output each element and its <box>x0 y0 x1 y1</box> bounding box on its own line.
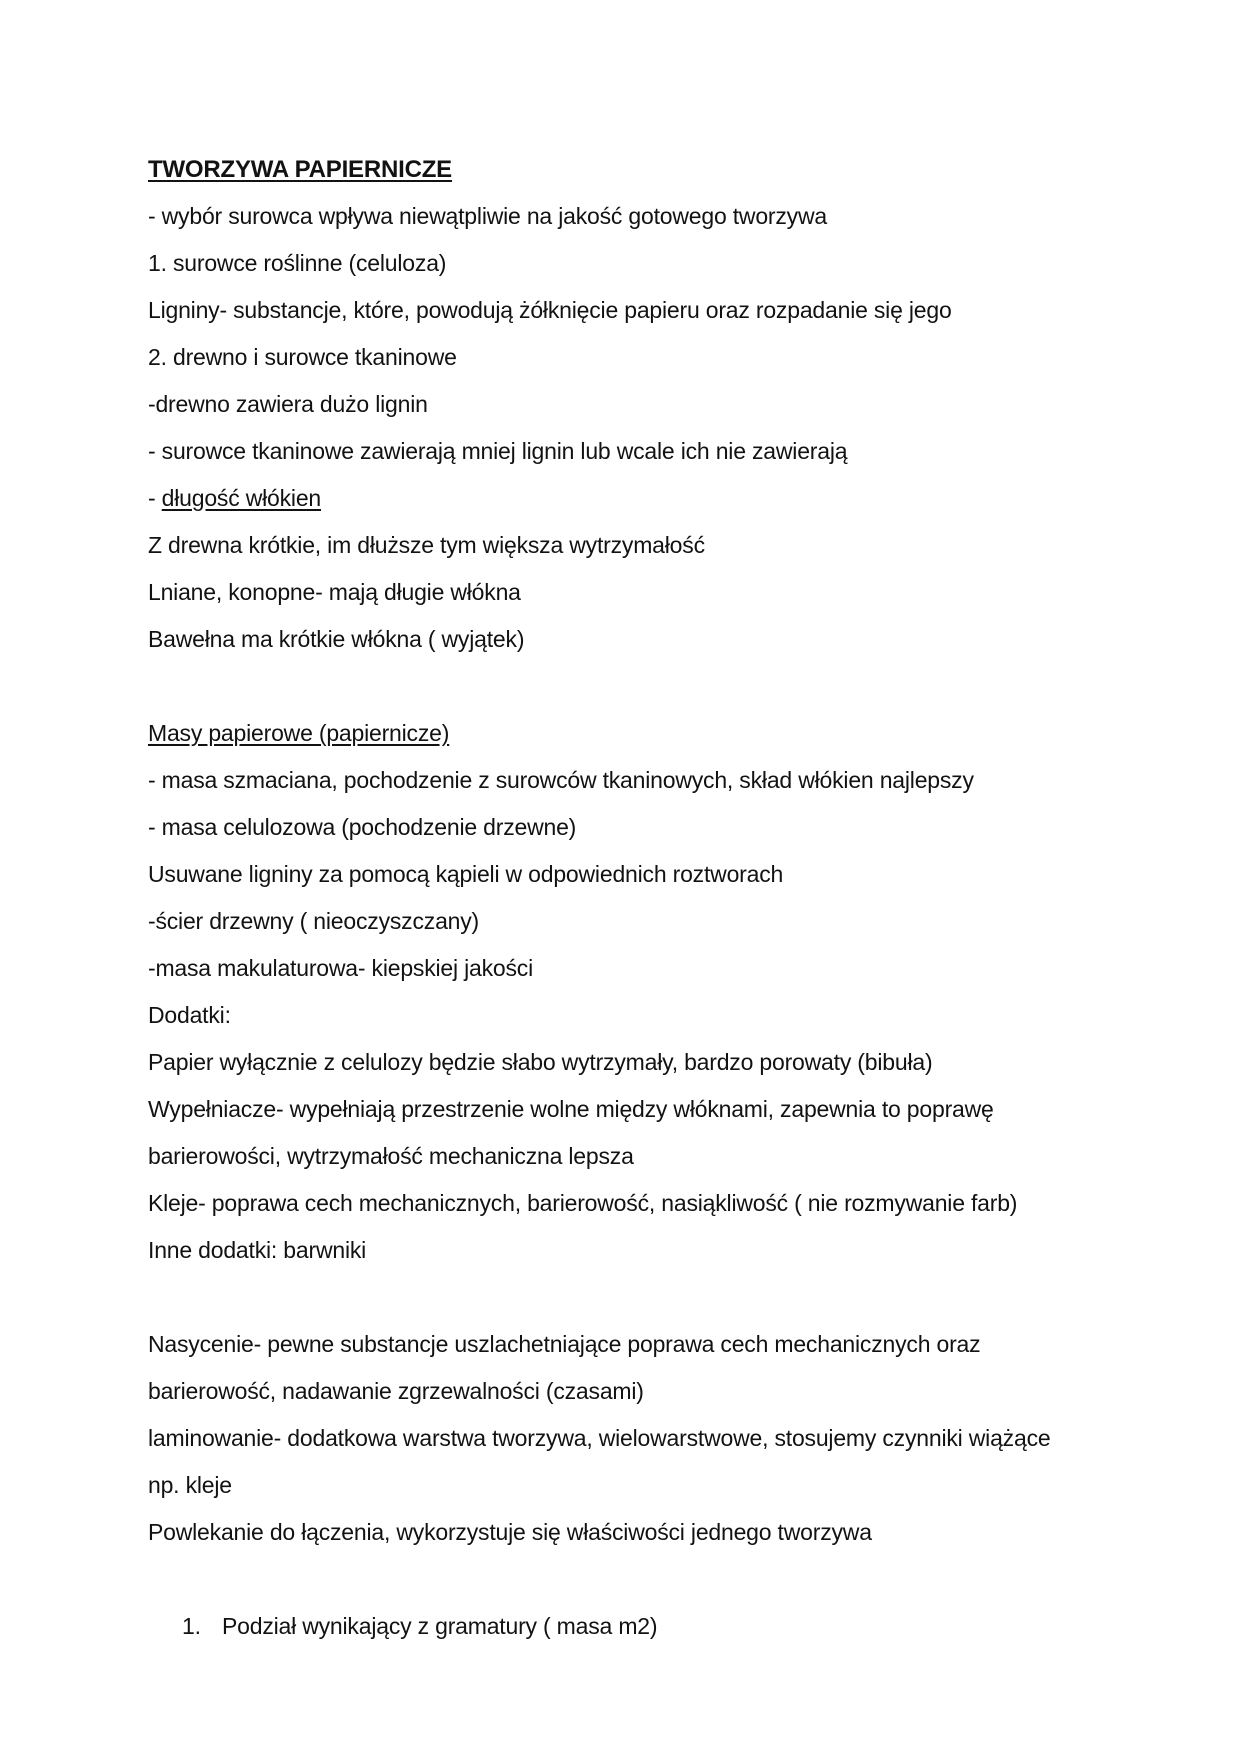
text-line: -ścier drzewny ( nieoczyszczany) <box>148 908 480 934</box>
text-line: Papier wyłącznie z celulozy będzie słabo wytrzymały, bardzo porowaty (bibuła) <box>148 1049 933 1075</box>
text-line: - surowce tkaninowe zawierają mniej lignin lub wcale ich nie zawierają <box>148 438 848 464</box>
document-title: TWORZYWA PAPIERNICZE <box>148 156 452 183</box>
text-line: Wypełniacze- wypełniają przestrzenie wolne między włóknami, zapewnia to poprawę <box>148 1096 994 1122</box>
text-line: 2. drewno i surowce tkaninowe <box>148 344 457 370</box>
text-line: Kleje- poprawa cech mechanicznych, barierowość, nasiąkliwość ( nie rozmywanie farb) <box>148 1190 1018 1216</box>
text-line: 1. surowce roślinne (celuloza) <box>148 250 447 276</box>
text-line: Nasycenie- pewne substancje uszlachetniające poprawa cech mechanicznych oraz <box>148 1331 981 1357</box>
text-line: Usuwane ligniny za pomocą kąpieli w odpowiednich roztworach <box>148 861 784 887</box>
text-line: - masa celulozowa (pochodzenie drzewne) <box>148 814 577 840</box>
numbered-list-item <box>148 1603 1113 1650</box>
text-line: np. kleje <box>148 1472 232 1498</box>
section-heading-fiber-length <box>148 475 1113 522</box>
text-line: Inne dodatki: barwniki <box>148 1237 367 1263</box>
text-line: barierowości, wytrzymałość mechaniczna lepsza <box>148 1143 634 1169</box>
text-line: Lniane, konopne- mają długie włókna <box>148 579 521 605</box>
section-heading-paper-pulps <box>148 710 1113 757</box>
document-body <box>148 146 1113 1650</box>
underlined-heading-text: Masy papierowe (papiernicze) <box>148 720 450 746</box>
text-line: Powlekanie do łączenia, wykorzystuje się właściwości jednego tworzywa <box>148 1519 872 1545</box>
blank-line <box>148 1274 1113 1321</box>
text-line: -masa makulaturowa- kiepskiej jakości <box>148 955 534 981</box>
line-prefix: - <box>148 485 162 511</box>
text-line: barierowość, nadawanie zgrzewalności (czasami) <box>148 1378 644 1404</box>
text-line: laminowanie- dodatkowa warstwa tworzywa, wielowarstwowe, stosujemy czynniki wiążące <box>148 1425 1051 1451</box>
blank-line <box>148 1556 1113 1603</box>
text-line: -drewno zawiera dużo lignin <box>148 391 428 417</box>
text-line: Z drewna krótkie, im dłuższe tym większa wytrzymałość <box>148 532 705 558</box>
text-line: - masa szmaciana, pochodzenie z surowców tkaninowych, skład włókien najlepszy <box>148 767 974 793</box>
text-line: - wybór surowca wpływa niewątpliwie na jakość gotowego tworzywa <box>148 203 827 229</box>
list-number: 1. <box>182 1613 201 1639</box>
blank-line <box>148 663 1113 710</box>
text-line: Bawełna ma krótkie włókna ( wyjątek) <box>148 626 525 652</box>
underlined-heading-text: długość włókien <box>161 485 322 511</box>
list-item-text: Podział wynikający z gramatury ( masa m2) <box>222 1613 658 1639</box>
text-line: Dodatki: <box>148 1002 231 1028</box>
text-line: Ligniny- substancje, które, powodują żółknięcie papieru oraz rozpadanie się jego <box>148 297 952 323</box>
